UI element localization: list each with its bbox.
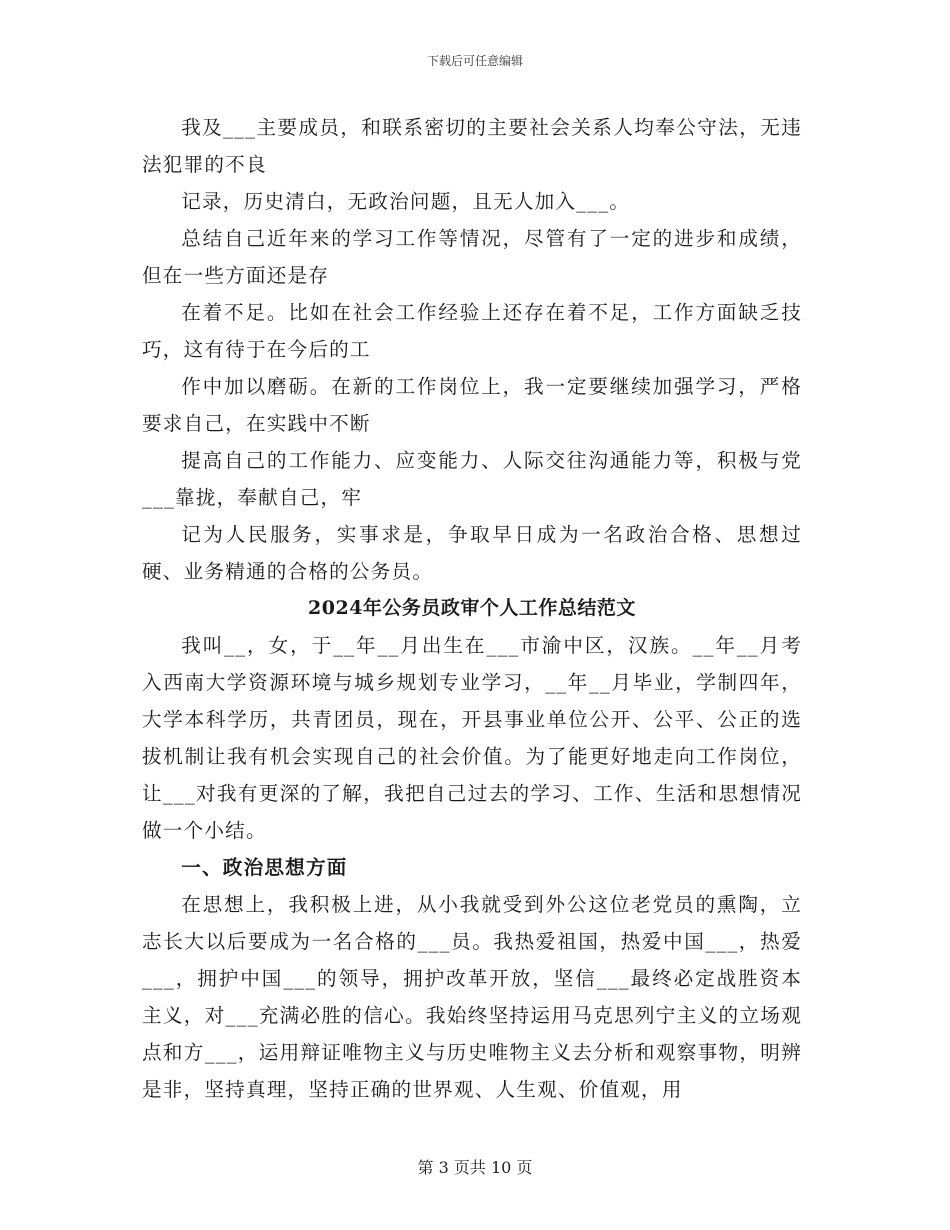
body-paragraph: 记为人民服务，实事求是，争取早日成为一名政治合格、思想过硬、业务精通的合格的公务员。 xyxy=(142,523,802,583)
body-paragraph: 总结自己近年来的学习工作等情况，尽管有了一定的进步和成绩，但在一些方面还是存 xyxy=(142,227,802,287)
body-paragraph: 作中加以磨砺。在新的工作岗位上，我一定要继续加强学习，严格要求自己，在实践中不断 xyxy=(142,375,802,435)
page-header: 下载后可任意编辑 xyxy=(426,54,523,68)
document-body xyxy=(142,109,802,1108)
section-heading: 一、政治思想方面 xyxy=(181,856,348,879)
section-title: 2024年公务员政审个人工作总结范文 xyxy=(308,597,636,619)
body-paragraph: 提高自己的工作能力、应变能力、人际交往沟通能力等，积极与党___靠拢，奉献自己，牢 xyxy=(142,449,802,509)
body-paragraph: 在着不足。比如在社会工作经验上还存在着不足，工作方面缺乏技巧，这有待于在今后的工 xyxy=(142,301,802,361)
page-footer: 第 3 页共 10 页 xyxy=(417,1158,533,1177)
politics-paragraph: 在思想上，我积极上进，从小我就受到外公这位老党员的熏陶，立志长大以后要成为一名合格的___员。我热爱祖国，热爱中国___，热爱___，拥护中国___的领导，拥护改革开放，坚信___最终必定战胜资本主义，对___充满必胜的信心。我始终坚持运用马克思列宁主义的立场观点和方___，运用辩证唯物主义与历史唯物主义去分析和观察事物，明辨是非，坚持真理，坚持正确的世界观、人生观、价值观，用 xyxy=(142,893,802,1101)
body-paragraph: 我及___主要成员，和联系密切的主要社会关系人均奉公守法，无违法犯罪的不良 xyxy=(142,116,802,176)
intro-paragraph: 我叫__，女，于__年__月出生在___市渝中区，汉族。__年__月考入西南大学资源环境与城乡规划专业学习，__年__月毕业，学制四年，大学本科学历，共青团员，现在，开县事业单位公开、公平、公正的选拔机制让我有机会实现自己的社会价值。为了能更好地走向工作岗位，让___对我有更深的了解，我把自己过去的学习、工作、生活和思想情况做一个小结。 xyxy=(142,634,802,842)
body-paragraph: 记录，历史清白，无政治问题，且无人加入___。 xyxy=(181,190,631,213)
